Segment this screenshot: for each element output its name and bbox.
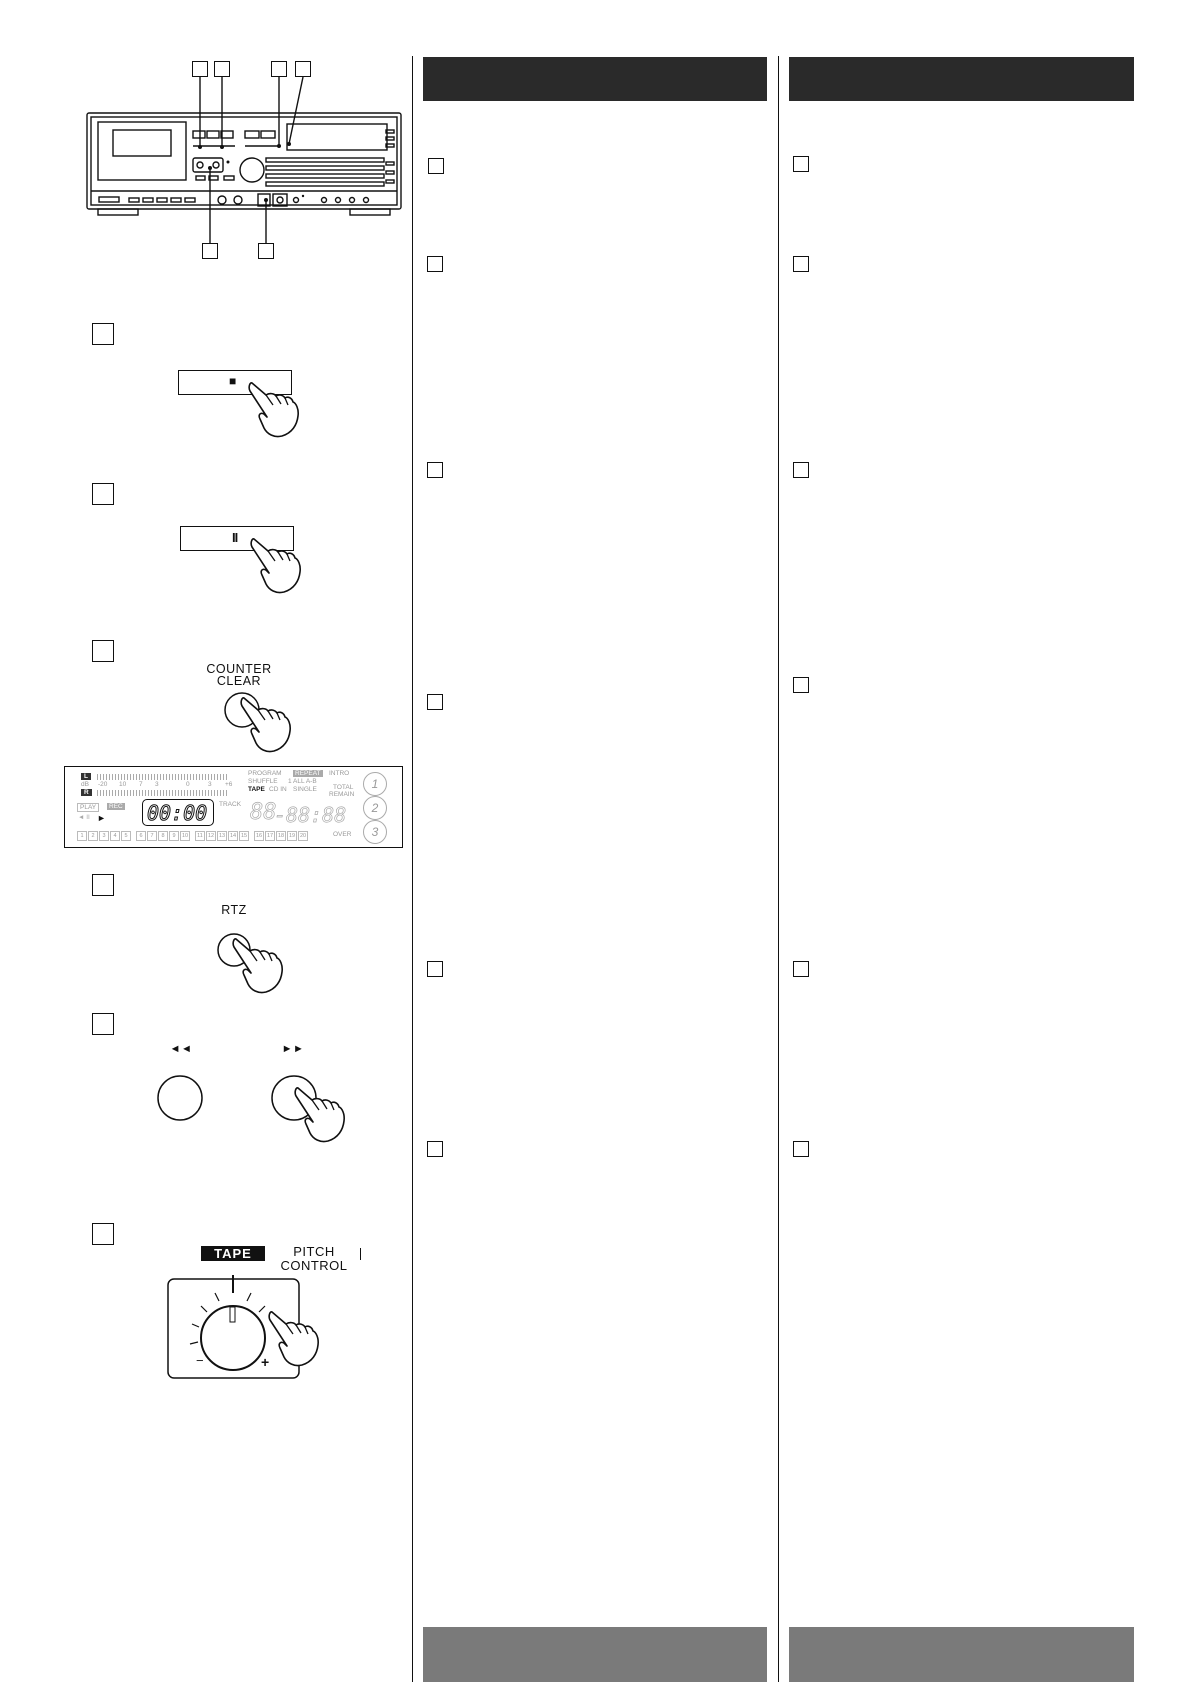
step-box-pitch xyxy=(92,1223,114,1245)
track-number-row xyxy=(77,831,312,839)
track-number-cell: 14 xyxy=(229,833,237,839)
middle-step-box-4 xyxy=(427,694,443,710)
right-step-box-4 xyxy=(793,677,809,693)
middle-column-footer-bar xyxy=(423,1627,767,1682)
middle-step-box-2 xyxy=(427,256,443,272)
track-number-cell: 1 xyxy=(77,831,87,841)
callout-box-6 xyxy=(258,243,274,259)
step-box-pause xyxy=(92,483,114,505)
right-column-footer-bar xyxy=(789,1627,1134,1682)
track-number-cell: 4 xyxy=(110,831,120,841)
pitch-label-divider xyxy=(360,1248,361,1260)
track-number-cell: 20 xyxy=(299,833,307,839)
pitch-minus: − xyxy=(196,1353,204,1368)
track-number-cell: 5 xyxy=(121,831,131,841)
right-step-box-3 xyxy=(793,462,809,478)
right-column-header-bar xyxy=(789,57,1134,101)
rewind-label: ◄◄ xyxy=(169,1043,193,1055)
stop-button-illustration xyxy=(178,370,292,395)
level-meter-l xyxy=(97,774,227,780)
middle-step-box-3 xyxy=(427,462,443,478)
column-divider-1 xyxy=(412,56,413,1682)
pause-symbol: II xyxy=(232,530,238,545)
channel-l: L xyxy=(81,773,91,780)
stop-symbol: ■ xyxy=(229,374,237,388)
pitch-plus: + xyxy=(261,1354,270,1370)
fast-forward-label: ►► xyxy=(281,1043,305,1055)
track-number-cell: 13 xyxy=(218,833,226,839)
track-number-cell: 6 xyxy=(136,831,146,841)
pitch-control-label: PITCH CONTROL xyxy=(280,1244,348,1273)
track-number-cell: 12 xyxy=(207,833,215,839)
middle-step-box-6 xyxy=(427,1141,443,1157)
step-box-stop xyxy=(92,323,114,345)
rtz-label: RTZ xyxy=(221,903,247,917)
column-divider-2 xyxy=(778,56,779,1682)
track-number-cell: 15 xyxy=(240,833,248,839)
pause-button-illustration xyxy=(180,526,294,551)
track-number-cell: 11 xyxy=(195,831,205,841)
tape-indicator: TAPE xyxy=(248,786,265,793)
right-step-box-6 xyxy=(793,1141,809,1157)
track-number-cell: 19 xyxy=(288,833,296,839)
track-number-cell: 3 xyxy=(99,831,109,841)
deck-front-panel-illustration xyxy=(0,0,420,270)
counter-value: 00:00 xyxy=(147,801,208,825)
track-number-cell: 10 xyxy=(181,833,189,839)
track-number-cell: 17 xyxy=(266,833,274,839)
channel-r: R xyxy=(81,789,92,796)
level-meter-r xyxy=(97,790,227,796)
counter-readout xyxy=(142,799,214,826)
track-number-cell: 16 xyxy=(255,833,263,839)
step-box-search xyxy=(92,1013,114,1035)
track-number-cell: 8 xyxy=(158,831,168,841)
right-step-box-1 xyxy=(793,156,809,172)
right-step-box-2 xyxy=(793,256,809,272)
counter-display-panel: L R dB -20 10 7 3 0 3 +6 PROGRAM REPEAT INTRO SHUFFLE 1 ALL A-B TAPE CD IN SINGLE TOTAL REMAIN PLAY REC TRACK 00:00 88 -88:88 1 2 3 ◄ II ► 1 2 3 4 5 6 7 8 9 10 11 12 13 14 15 16 17 18 19 20 OVER xyxy=(64,766,403,848)
counter-clear-label: COUNTER CLEAR xyxy=(206,662,272,688)
callout-box-5 xyxy=(202,243,218,259)
track-number-cell: 2 xyxy=(88,831,98,841)
middle-step-box-5 xyxy=(427,961,443,977)
right-step-box-5 xyxy=(793,961,809,977)
step-box-rtz xyxy=(92,874,114,896)
pointing-hand-icon xyxy=(0,0,1,1)
step-box-counter-clear xyxy=(92,640,114,662)
middle-column-header-bar xyxy=(423,57,767,101)
track-number-cell: 7 xyxy=(147,831,157,841)
tape-badge: TAPE xyxy=(201,1246,265,1261)
track-number-cell: 9 xyxy=(169,831,179,841)
track-number-cell: 18 xyxy=(277,833,285,839)
middle-step-box-1 xyxy=(428,158,444,174)
